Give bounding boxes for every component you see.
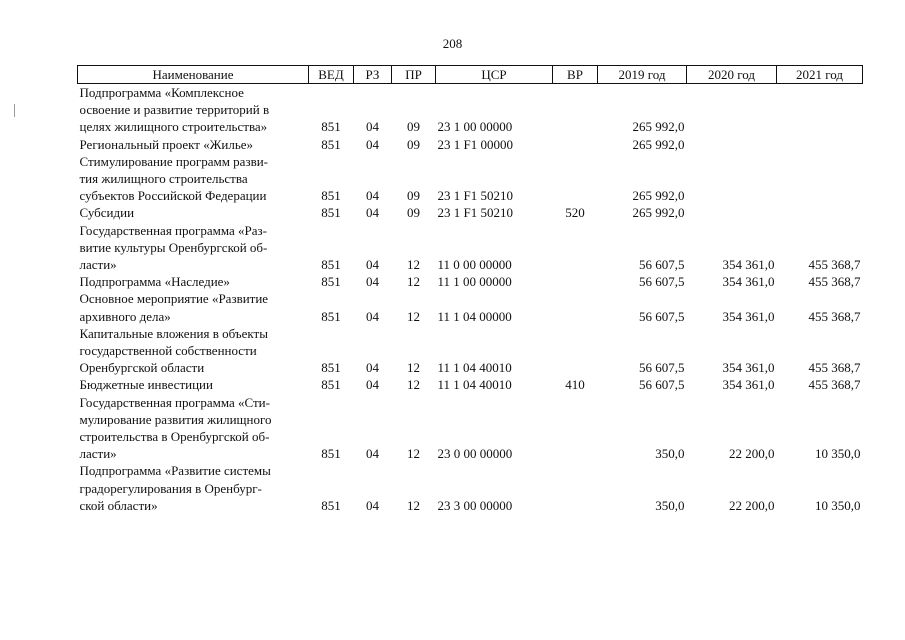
cell-pr: 12 (407, 360, 420, 376)
cell-2019: 56 607,5 (639, 360, 685, 376)
header-pr: ПР (392, 66, 436, 84)
cell-csr: 23 1 F1 00000 (437, 136, 513, 152)
cell-2021: 10 350,0 (815, 446, 861, 462)
cell-2019: 56 607,5 (639, 257, 685, 273)
cell-ved: 851 (321, 257, 341, 273)
name-line: градорегулирования в Оренбург- (79, 480, 262, 496)
cell-2020: 22 200,0 (729, 497, 775, 513)
name-line: Подпрограмма «Развитие системы (79, 463, 271, 479)
cell-csr: 11 1 04 00000 (437, 308, 512, 324)
cell-pr: 12 (407, 446, 420, 462)
name-line: мулирование развития жилищного (79, 411, 272, 427)
name-line: ласти» (79, 446, 117, 462)
name-line: Основное мероприятие «Развитие (79, 291, 269, 307)
cell-2020: 354 361,0 (722, 257, 775, 273)
header-2019: 2019 год (598, 66, 687, 84)
cell-rz: 04 (366, 446, 379, 462)
name-line: Региональный проект «Жилье» (79, 136, 254, 152)
name-line: Капитальные вложения в объекты (79, 325, 268, 341)
cell-ved: 851 (321, 205, 341, 221)
cell-2019: 56 607,5 (639, 274, 685, 290)
cell-2021: 455 368,7 (808, 360, 861, 376)
cell-2019: 350,0 (655, 446, 685, 462)
cell-rz: 04 (366, 377, 379, 393)
cell-2021: 455 368,7 (808, 308, 861, 324)
table-row (78, 376, 863, 393)
cell-2019: 265 992,0 (632, 119, 685, 135)
cell-rz: 04 (366, 119, 379, 135)
cell-2020 (687, 84, 777, 136)
cell-2021: 455 368,7 (808, 274, 861, 290)
cell-vr (553, 222, 598, 274)
cell-name (78, 204, 309, 221)
cell-rz: 04 (366, 136, 379, 152)
cell-2021: 455 368,7 (808, 377, 861, 393)
table-row (78, 136, 863, 153)
cell-ved: 851 (321, 446, 341, 462)
cell-vr: 410 (565, 377, 585, 393)
header-name: Наименование (78, 66, 309, 84)
header-2021: 2021 год (777, 66, 863, 84)
header-rz: РЗ (354, 66, 392, 84)
cell-name (78, 462, 309, 514)
table-row (78, 273, 863, 290)
cell-ved: 851 (321, 360, 341, 376)
header-vr: ВР (553, 66, 598, 84)
cell-2019: 265 992,0 (632, 136, 685, 152)
cell-name (78, 394, 309, 463)
cell-vr (553, 136, 598, 153)
name-line: Субсидии (79, 205, 135, 221)
cell-2019: 350,0 (655, 497, 685, 513)
cell-pr: 12 (407, 377, 420, 393)
cell-vr (553, 394, 598, 463)
cell-rz: 04 (366, 188, 379, 204)
name-line: Стимулирование программ разви- (79, 153, 268, 169)
cell-csr: 11 0 00 00000 (437, 257, 512, 273)
cell-2021: 455 368,7 (808, 257, 861, 273)
cell-vr (553, 462, 598, 514)
table-row (78, 394, 863, 463)
cell-rz: 04 (366, 257, 379, 273)
cell-2020 (687, 204, 777, 221)
table-header-row (78, 66, 863, 84)
cell-pr: 09 (407, 136, 420, 152)
name-line: Подпрограмма «Наследие» (79, 274, 230, 290)
name-line: витие культуры Оренбургской об- (79, 239, 268, 255)
table-row (78, 462, 863, 514)
header-ved: ВЕД (309, 66, 354, 84)
name-line: Государственная программа «Сти- (79, 394, 270, 410)
cell-2019: 265 992,0 (632, 205, 685, 221)
cell-2020: 354 361,0 (722, 308, 775, 324)
name-line: строительства в Оренбургской об- (79, 429, 270, 445)
cell-name (78, 136, 309, 153)
name-line: ской области» (79, 497, 158, 513)
cell-rz: 04 (366, 360, 379, 376)
cell-csr: 11 1 04 40010 (437, 377, 512, 393)
cell-2020: 354 361,0 (722, 377, 775, 393)
cell-name (78, 376, 309, 393)
table-row (78, 222, 863, 274)
cell-pr: 09 (407, 205, 420, 221)
cell-2021 (777, 136, 863, 153)
cell-ved: 851 (321, 136, 341, 152)
cell-rz: 04 (366, 497, 379, 513)
cell-name (78, 153, 309, 205)
cell-ved: 851 (321, 497, 341, 513)
cell-ved: 851 (321, 377, 341, 393)
cell-vr (553, 325, 598, 377)
name-line: субъектов Российской Федерации (79, 188, 267, 204)
table-row (78, 290, 863, 324)
cell-csr: 11 1 00 00000 (437, 274, 512, 290)
name-line: освоение и развитие территорий в (79, 102, 270, 118)
cell-vr (553, 153, 598, 205)
cell-2021 (777, 204, 863, 221)
cell-2021 (777, 153, 863, 205)
name-line: целях жилищного строительства» (79, 119, 268, 135)
cell-2020: 354 361,0 (722, 274, 775, 290)
page-number: 208 (442, 36, 463, 51)
cell-2020 (687, 136, 777, 153)
name-line: ласти» (79, 257, 117, 273)
cell-pr: 12 (407, 308, 420, 324)
cell-pr: 09 (407, 188, 420, 204)
cell-2019: 56 607,5 (639, 308, 685, 324)
cell-ved: 851 (321, 188, 341, 204)
cell-name (78, 222, 309, 274)
name-line: Бюджетные инвестиции (79, 377, 213, 393)
cell-csr: 23 3 00 00000 (437, 497, 513, 513)
cell-2020: 22 200,0 (729, 446, 775, 462)
margin-mark (14, 104, 15, 117)
budget-table (77, 65, 863, 514)
cell-csr: 23 0 00 00000 (437, 446, 513, 462)
header-csr: ЦСР (436, 66, 553, 84)
cell-2019: 265 992,0 (632, 188, 685, 204)
name-line: Оренбургской области (79, 360, 205, 376)
name-line: архивного дела» (79, 308, 171, 324)
cell-2019: 56 607,5 (639, 377, 685, 393)
cell-rz: 04 (366, 308, 379, 324)
cell-name (78, 325, 309, 377)
cell-2020 (687, 153, 777, 205)
cell-name (78, 84, 309, 136)
table-row (78, 84, 863, 136)
cell-csr: 23 1 00 00000 (437, 119, 513, 135)
cell-2021: 10 350,0 (815, 497, 861, 513)
cell-ved: 851 (321, 274, 341, 290)
cell-ved: 851 (321, 308, 341, 324)
name-line: государственной собственности (79, 343, 257, 359)
cell-pr: 12 (407, 257, 420, 273)
cell-pr: 09 (407, 119, 420, 135)
cell-2020: 354 361,0 (722, 360, 775, 376)
cell-ved: 851 (321, 119, 341, 135)
table-row (78, 325, 863, 377)
header-2020: 2020 год (687, 66, 777, 84)
table-body (78, 84, 863, 515)
cell-rz: 04 (366, 274, 379, 290)
cell-vr (553, 273, 598, 290)
cell-csr: 23 1 F1 50210 (437, 205, 513, 221)
cell-2021 (777, 84, 863, 136)
table-row (78, 153, 863, 205)
cell-vr (553, 84, 598, 136)
name-line: тия жилищного строительства (79, 171, 248, 187)
cell-vr: 520 (565, 205, 585, 221)
cell-pr: 12 (407, 274, 420, 290)
cell-name (78, 290, 309, 324)
cell-vr (553, 290, 598, 324)
name-line: Подпрограмма «Комплексное (79, 85, 244, 100)
table-row (78, 204, 863, 221)
cell-rz: 04 (366, 205, 379, 221)
cell-csr: 11 1 04 40010 (437, 360, 512, 376)
cell-name (78, 273, 309, 290)
name-line: Государственная программа «Раз- (79, 222, 267, 238)
cell-csr: 23 1 F1 50210 (437, 188, 513, 204)
cell-pr: 12 (407, 497, 420, 513)
